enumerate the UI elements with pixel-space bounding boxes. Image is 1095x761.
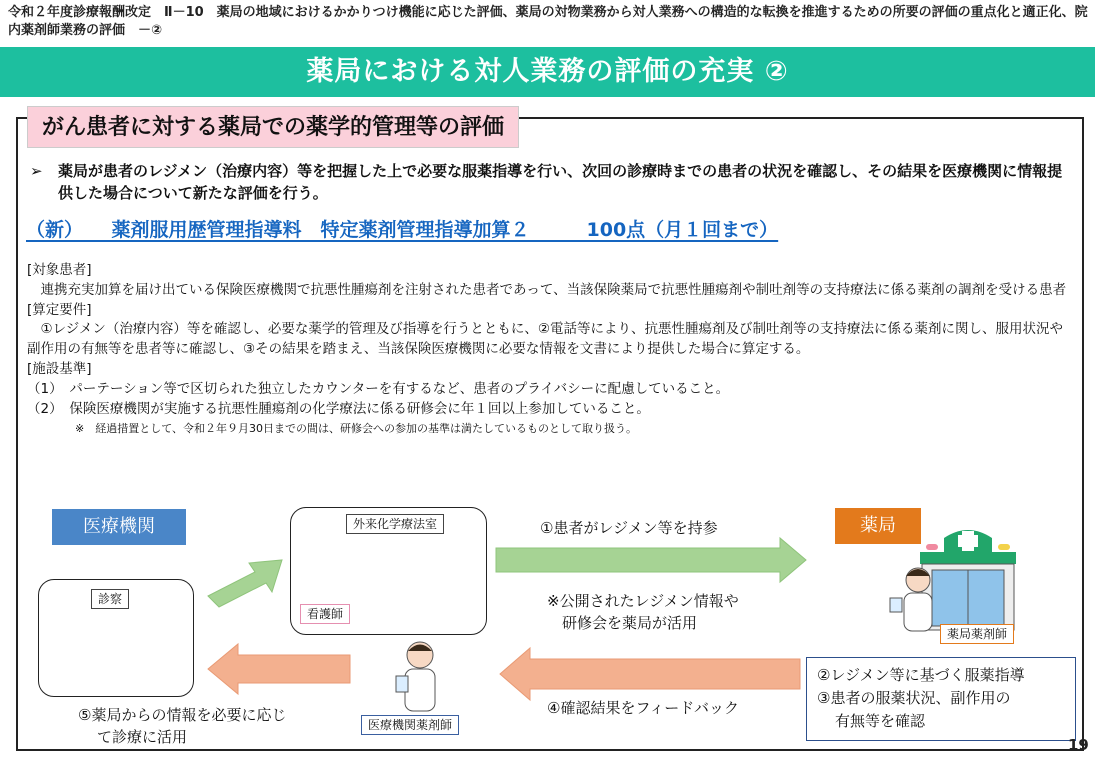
requirements-heading: [算定要件] (27, 301, 92, 318)
new-fee-title: （新） 薬剤服用歴管理指導料 特定薬剤管理指導加算２ 100点（月１回まで） (26, 219, 779, 241)
facility-item-1: （1） パーテーション等で区切られた独立したカウンターを有するなど、患者のプライバシーに配慮していること。 (27, 380, 730, 397)
arrow-exam-to-chemo (208, 560, 282, 607)
requirements-text: ①レジメン（治療内容）等を確認し、必要な薬学的管理及び指導を行うとともに、②電話等により、抗悪性腫瘍剤及び制吐剤等の支持療法に係る薬剤に関し、服用状況や副作用の有無等を患者等に確認し、③その結果を踏まえ、当該保険医療機関に必要な情報を文書により提供した場合に算定する。 (27, 321, 1063, 358)
exam-tag: 診察 (91, 589, 129, 609)
target-text: 連携充実加算を届け出ている保険医療機関で抗悪性腫瘍剤を注射された患者であって、当該保険薬局で抗悪性腫瘍剤や制吐剤等の支持療法に係る薬剤の調剤を受ける患者 (27, 281, 1067, 298)
transition-note: ※ 経過措置として、令和２年９月30日までの間は、研修会への参加の基準は満たしているものとして取り扱う。 (75, 422, 637, 436)
chemo-room-tag: 外来化学療法室 (346, 514, 444, 534)
facility-heading: [施設基準] (27, 360, 92, 377)
flow-step-4: ④確認結果をフィードバック (547, 699, 739, 717)
pharmacy-pharmacist-illustration (890, 568, 932, 631)
pharmacy-action-3-cont: 有無等を確認 (835, 712, 926, 730)
facility-item-2: （2） 保険医療機関が実施する抗悪性腫瘍剤の化学療法に係る研修会に年１回以上参加していること。 (27, 400, 650, 417)
flow-step-5-line-2: て診療に活用 (97, 728, 188, 746)
flow-step-5-line-1: ⑤薬局からの情報を必要に応じ (78, 706, 287, 724)
summary-text: 薬局が患者のレジメン（治療内容）等を把握した上で必要な服薬指導を行い、次回の診療時までの患者の状況を確認し、その結果を医療機関に情報提供した場合について新たな評価を行う。 (58, 162, 1063, 202)
flow-note-line-2: 研修会を薬局が活用 (547, 614, 698, 632)
pharmacy-pharmacist-tag: 薬局薬剤師 (940, 624, 1014, 644)
pharmacy-action-3: ③患者の服薬状況、副作用の (817, 689, 1011, 707)
pharmacy-action-2: ②レジメン等に基づく服薬指導 (817, 666, 1025, 684)
flow-step-1: ①患者がレジメン等を持参 (540, 519, 718, 537)
pharmacy-building-illustration (920, 530, 1016, 630)
flow-note-line-1: ※公開されたレジメン情報や (547, 592, 739, 610)
hospital-pharmacist-illustration (396, 642, 435, 711)
hospital-pharmacist-tag: 医療機関薬剤師 (361, 715, 459, 735)
arrow-feedback (500, 648, 800, 700)
slide-title: 薬局における対人業務の評価の充実 ② (0, 47, 1095, 97)
pharmacy-actions-box (806, 657, 1076, 741)
page-number: 19 (1068, 736, 1089, 754)
slide-header: 令和２年度診療報酬改定 Ⅱ－10 薬局の地域におけるかかりつけ機能に応じた評価、薬局の対物業務から対人業務への構造的な転換を推進するための所要の評価の重点化と適正化、院内薬剤師業務の評価 －② (8, 5, 1088, 38)
bullet-arrow-icon: ➢ (30, 162, 43, 180)
section-title: がん患者に対する薬局での薬学的管理等の評価 (27, 106, 519, 148)
target-heading: [対象患者] (27, 262, 92, 278)
arrow-to-exam (208, 644, 350, 694)
pharmacy-label: 薬局 (835, 508, 921, 544)
arrow-to-pharmacy (496, 538, 806, 582)
medical-institution-label: 医療機関 (52, 509, 186, 545)
nurse-tag: 看護師 (300, 604, 350, 624)
